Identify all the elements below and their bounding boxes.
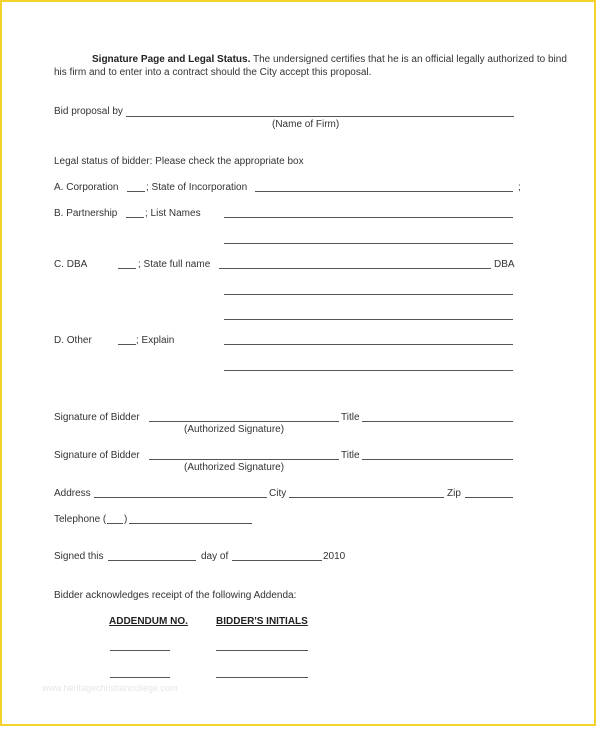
addenda-prompt: Bidder acknowledges receipt of the following Addenda: <box>54 590 297 601</box>
other-checkbox[interactable] <box>118 344 136 345</box>
bid-proposal-label: Bid proposal by <box>54 106 123 117</box>
watermark: www.heritagechristiancollege.com <box>42 683 178 693</box>
option-c-end: DBA <box>494 259 515 270</box>
state-of-incorporation-field[interactable] <box>255 191 513 192</box>
title-2-label: Title <box>341 450 360 461</box>
title-1-field[interactable] <box>362 421 513 422</box>
signature-2-field[interactable] <box>149 459 339 460</box>
telephone-close: ) <box>124 514 128 525</box>
address-field[interactable] <box>94 497 267 498</box>
addendum-no-header: ADDENDUM NO. <box>109 616 188 627</box>
intro-text-2: his firm and to enter into a contract should the City accept this proposal. <box>54 67 372 78</box>
partner-names-field-1[interactable] <box>224 217 513 218</box>
bidders-initials-header: BIDDER'S INITIALS <box>216 616 308 627</box>
corporation-checkbox[interactable] <box>127 191 145 192</box>
dba-field-2[interactable] <box>224 294 513 295</box>
addendum-no-field-1[interactable] <box>110 650 170 651</box>
signature-1-field[interactable] <box>149 421 339 422</box>
option-a-end: ; <box>518 182 521 193</box>
signed-month-field[interactable] <box>232 560 322 561</box>
signed-year: 2010 <box>323 551 346 562</box>
legal-status-prompt: Legal status of bidder: Please check the appropriate box <box>54 156 304 167</box>
explain-field-2[interactable] <box>224 370 513 371</box>
intro-line-1 <box>92 54 567 66</box>
signature-1-caption: (Authorized Signature) <box>184 424 285 435</box>
area-code-field[interactable] <box>107 523 123 524</box>
address-label: Address <box>54 488 91 499</box>
option-c-label: C. DBA <box>54 259 88 270</box>
state-full-name-field[interactable] <box>219 268 491 269</box>
dba-checkbox[interactable] <box>118 268 136 269</box>
state-of-incorporation-label: ; State of Incorporation <box>146 182 248 193</box>
list-names-label: ; List Names <box>145 208 201 219</box>
title-2-field[interactable] <box>362 459 513 460</box>
signature-2-caption: (Authorized Signature) <box>184 462 285 473</box>
intro-heading: Signature Page and Legal Status. <box>92 54 251 65</box>
title-1-label: Title <box>341 412 360 423</box>
addendum-no-field-2[interactable] <box>110 677 170 678</box>
signature-2-label: Signature of Bidder <box>54 450 140 461</box>
signed-day-field[interactable] <box>108 560 196 561</box>
day-of-label: day of <box>201 551 229 562</box>
zip-field[interactable] <box>465 497 513 498</box>
firm-name-caption: (Name of Firm) <box>272 119 340 130</box>
option-b-label: B. Partnership <box>54 208 118 219</box>
state-full-name-label: ; State full name <box>138 259 211 270</box>
city-label: City <box>269 488 287 499</box>
partner-names-field-2[interactable] <box>224 243 513 244</box>
bidders-initials-field-2[interactable] <box>216 677 308 678</box>
telephone-field[interactable] <box>129 523 252 524</box>
option-a-label: A. Corporation <box>54 182 119 193</box>
zip-label: Zip <box>447 488 461 499</box>
firm-name-field[interactable] <box>126 116 514 117</box>
option-d-label: D. Other <box>54 335 92 346</box>
partnership-checkbox[interactable] <box>126 217 144 218</box>
explain-label: ; Explain <box>136 335 175 346</box>
city-field[interactable] <box>289 497 444 498</box>
explain-field-1[interactable] <box>224 344 513 345</box>
bidders-initials-field-1[interactable] <box>216 650 308 651</box>
dba-field-3[interactable] <box>224 319 513 320</box>
signed-this-label: Signed this <box>54 551 104 562</box>
intro-text-1: The undersigned certifies that he is an official legally authorized to bind <box>252 54 567 65</box>
signature-1-label: Signature of Bidder <box>54 412 140 423</box>
telephone-label: Telephone ( <box>54 514 107 525</box>
